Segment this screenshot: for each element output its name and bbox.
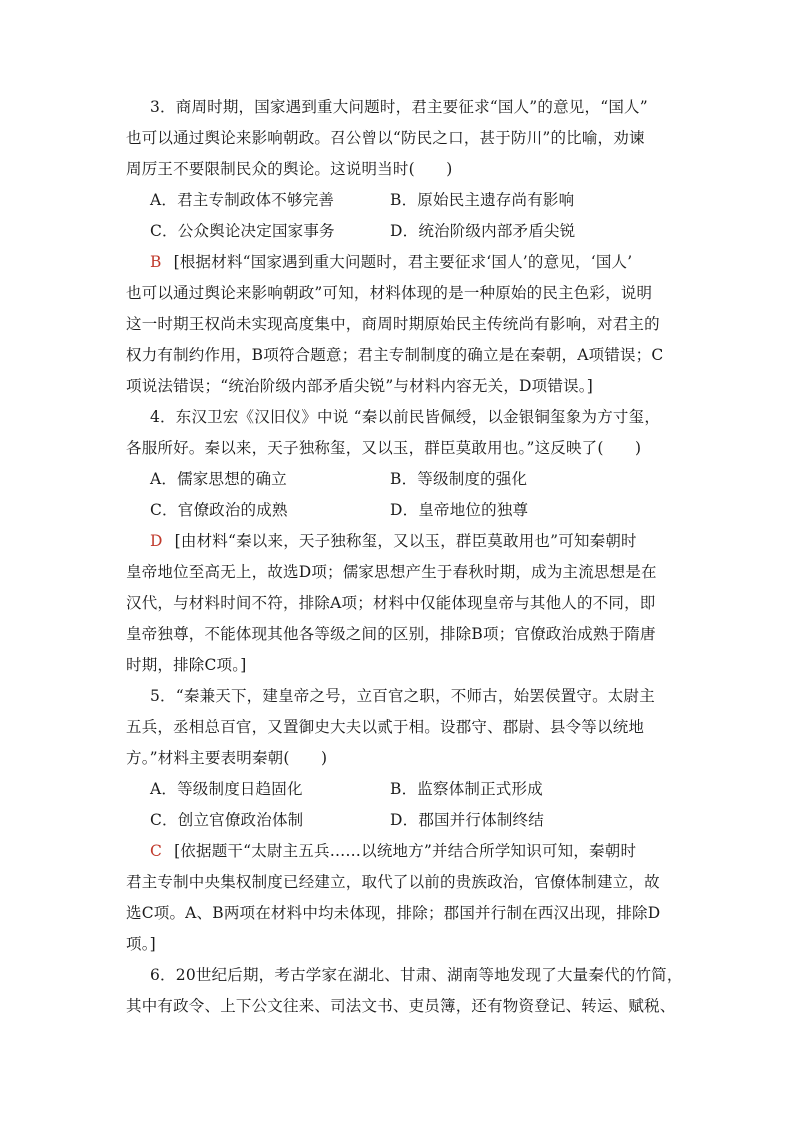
answer-option: A．等级制度日趋固化 [150,780,303,798]
question-list [126,92,683,1022]
explanation-text: 选C项。A、B两项在材料中均未体现，排除；郡国并行制在西汉出现，排除D [126,904,661,922]
explanation-text: 时期，排除C项。] [126,656,247,674]
explanation-text: 汉代，与材料时间不符，排除A项；材料中仅能体现皇帝与其他人的不同，即 [126,594,656,612]
answer-option: D．皇帝地位的独尊 [390,501,529,519]
answer-option: C．公众舆论决定国家事务 [150,222,335,240]
question-stem-line: 4．东汉卫宏《汉旧仪》中说 “秦以前民皆佩绶，以金银铜玺象为方寸玺， [150,408,661,426]
question-block [126,402,676,681]
question-stem-line: 周厉王不要限制民众的舆论。这说明当时( ) [126,160,453,178]
explanation-text: 皇帝地位至高无上，故选D项；儒家思想产生于春秋时期，成为主流思想是在 [126,563,657,581]
option-row [126,216,676,247]
explanation-text: 皇帝独尊，不能体现其他各等级之间的区别，排除B项；官僚政治成熟于隋唐 [126,625,656,643]
question-stem-line: 3．商周时期，国家遇到重大问题时，君主要征求“国人”的意见，“国人” [150,98,648,116]
question-block [126,92,676,402]
question-block [126,960,683,1022]
answer-option: C．创立官僚政治体制 [150,811,304,829]
answer-option: B．监察体制正式形成 [390,780,543,798]
explanation-line [126,867,676,898]
explanation-line [126,371,676,402]
explanation-line [126,247,676,278]
answer-option: A．君主专制政体不够完善 [150,191,335,209]
answer-key: D [150,532,163,550]
answer-option: C．官僚政治的成熟 [150,501,288,519]
question-stem-line: 6．20世纪后期，考古学家在湖北、甘肃、湖南等地发现了大量秦代的竹简， [150,966,683,984]
explanation-line [126,557,676,588]
explanation-text: [根据材料“国家遇到重大问题时，君主要征求‘国人’的意见，‘国人’ [173,253,633,271]
explanation-line [126,309,676,340]
question-stem-line: 5．“秦兼天下，建皇帝之号，立百官之职，不师古，始罢侯置守。太尉主 [150,687,655,705]
question-stem-line: 各服所好。秦以来，天子独称玺，又以玉，群臣莫敢用也。”这反映了( ) [126,439,642,457]
explanation-line [126,898,676,929]
answer-option: B．原始民主遗存尚有影响 [390,191,575,209]
explanation-line [126,929,676,960]
question-block [126,681,676,960]
explanation-line [126,650,676,681]
explanation-line [126,836,676,867]
explanation-text: 也可以通过舆论来影响朝政”可知，材料体现的是一种原始的民主色彩，说明 [126,284,653,302]
question-stem-line: 五兵，丞相总百官，又置御史大夫以贰于相。设郡守、郡尉、县令等以统地 [126,718,645,736]
explanation-line [126,278,676,309]
question-stem-line: 方。”材料主要表明秦朝( ) [126,749,328,767]
explanation-line [126,340,676,371]
answer-key: B [150,253,162,271]
answer-option: D．郡国并行体制终结 [390,811,544,829]
explanation-line [126,588,676,619]
explanation-text: 这一时期王权尚未实现高度集中，商周时期原始民主传统尚有影响，对君主的 [126,315,660,333]
answer-option: B．等级制度的强化 [390,470,528,488]
answer-key: C [150,842,163,860]
question-stem-line: 也可以通过舆论来影响朝政。召公曾以“防民之口，甚于防川”的比喻，劝谏 [126,129,645,147]
option-row [126,805,676,836]
question-stem-line: 其中有政令、上下公文往来、司法文书、吏员簿，还有物资登记、转运、赋税、 [126,997,676,1015]
option-row [126,464,676,495]
option-row [126,774,676,805]
explanation-text: 权力有制约作用，B项符合题意；君主专制制度的确立是在秦朝，A项错误；C [126,346,664,364]
explanation-text: [由材料“秦以来，天子独称玺，又以玉，群臣莫敢用也”可知秦朝时 [174,532,637,550]
explanation-text: 项说法错误；“统治阶级内部矛盾尖锐”与材料内容无关，D项错误。] [126,377,593,395]
answer-option: D．统治阶级内部矛盾尖锐 [390,222,576,240]
explanation-text: 君主专制中央集权制度已经建立，取代了以前的贵族政治，官僚体制建立，故 [126,873,660,891]
explanation-text: [依据题干“太尉主五兵……以统地方”并结合所学知识可知，秦朝时 [174,842,637,860]
option-row [126,185,676,216]
option-row [126,495,676,526]
explanation-line [126,526,676,557]
explanation-line [126,619,676,650]
answer-option: A．儒家思想的确立 [150,470,287,488]
explanation-text: 项。] [126,935,156,953]
